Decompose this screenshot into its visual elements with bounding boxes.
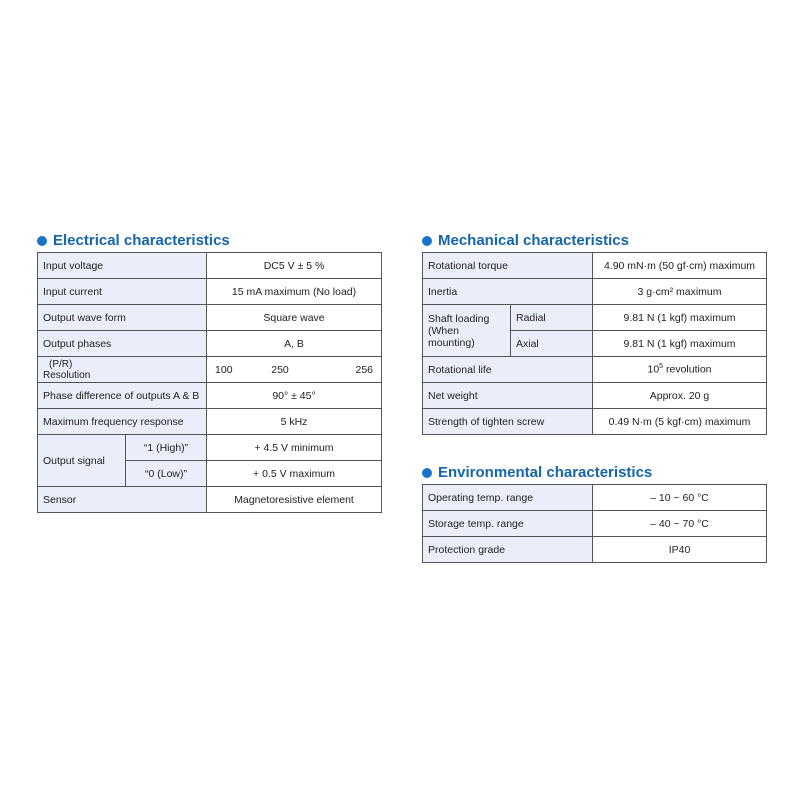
row-value: IP40 (593, 537, 767, 563)
table-row (423, 511, 767, 537)
environmental-table (422, 484, 767, 563)
table-row (38, 305, 382, 331)
row-value: 90° ± 45° (207, 383, 382, 409)
row-label: Net weight (423, 383, 593, 409)
table-row (423, 305, 767, 331)
row-label: Phase difference of outputs A & B (38, 383, 207, 409)
electrical-table (37, 252, 382, 513)
resolution-highlight (271, 363, 314, 376)
table-row (38, 409, 382, 435)
row-value: Square wave (207, 305, 382, 331)
output-signal-label: Output signal (38, 435, 126, 487)
resolution-values (207, 357, 382, 383)
row-value: A, B (207, 331, 382, 357)
row-label: Sensor (38, 487, 207, 513)
table-row (38, 331, 382, 357)
table-row (38, 279, 382, 305)
row-value: Magnetoresistive element (207, 487, 382, 513)
bullet-icon (37, 236, 47, 246)
environmental-title: Environmental characteristics (422, 464, 652, 481)
table-row (38, 487, 382, 513)
shaft-label-line1: Shaft loading (428, 312, 490, 325)
row-label: Output wave form (38, 305, 207, 331)
bullet-icon (422, 468, 432, 478)
row-label: Operating temp. range (423, 485, 593, 511)
row-value (593, 357, 767, 383)
shaft-label-line2: (When mounting) (428, 324, 475, 349)
row-label: Output phases (38, 331, 207, 357)
high-value: + 4.5 V minimum (207, 435, 382, 461)
resolution-text: Resolution (43, 369, 91, 381)
row-value: 5 kHz (207, 409, 382, 435)
row-value: 0.49 N·m (5 kgf·cm) maximum (593, 409, 767, 435)
row-label: Protection grade (423, 537, 593, 563)
electrical-title: Electrical characteristics (37, 232, 230, 249)
table-row (423, 409, 767, 435)
resolution-value: 250 (271, 363, 289, 376)
resolution-value: 256 (355, 363, 374, 376)
table-row (38, 253, 382, 279)
table-row (423, 485, 767, 511)
axial-label: Axial (511, 331, 593, 357)
life-unit: revolution (663, 363, 712, 376)
high-label: “1 (High)” (126, 435, 207, 461)
resolution-unit: (P/R) (49, 358, 73, 370)
table-row (423, 383, 767, 409)
row-value: 4.90 mN·m (50 gf·cm) maximum (593, 253, 767, 279)
mechanical-table (422, 252, 767, 435)
table-row (38, 435, 382, 461)
table-row (38, 357, 382, 383)
row-value: 15 mA maximum (No load) (207, 279, 382, 305)
row-value: Approx. 20 g (593, 383, 767, 409)
radial-value: 9.81 N (1 kgf) maximum (593, 305, 767, 331)
table-row (423, 537, 767, 563)
row-value: DC5 V ± 5 % (207, 253, 382, 279)
shaft-loading-label (423, 305, 511, 357)
row-label: Rotational life (423, 357, 593, 383)
life-exponent: 5 (659, 363, 664, 371)
row-value: – 10 ~ 60 °C (593, 485, 767, 511)
mechanical-section (422, 232, 767, 442)
environmental-section (422, 464, 767, 564)
row-label: Input voltage (38, 253, 207, 279)
table-row (423, 357, 767, 383)
row-label: Rotational torque (423, 253, 593, 279)
resolution-value: 100 (215, 363, 233, 376)
row-value: 3 g·cm² maximum (593, 279, 767, 305)
radial-label: Radial (511, 305, 593, 331)
table-row (423, 279, 767, 305)
row-label: Storage temp. range (423, 511, 593, 537)
row-value: – 40 ~ 70 °C (593, 511, 767, 537)
electrical-section (37, 232, 382, 522)
axial-value: 9.81 N (1 kgf) maximum (593, 331, 767, 357)
row-label: Input current (38, 279, 207, 305)
bullet-icon (422, 236, 432, 246)
mechanical-title: Mechanical characteristics (422, 232, 629, 249)
table-row (423, 253, 767, 279)
low-label: “0 (Low)” (126, 461, 207, 487)
row-label: Inertia (423, 279, 593, 305)
life-base: 10 (647, 363, 660, 376)
low-value: + 0.5 V maximum (207, 461, 382, 487)
row-label: Maximum frequency response (38, 409, 207, 435)
resolution-label (38, 357, 207, 383)
table-row (38, 383, 382, 409)
row-label: Strength of tighten screw (423, 409, 593, 435)
